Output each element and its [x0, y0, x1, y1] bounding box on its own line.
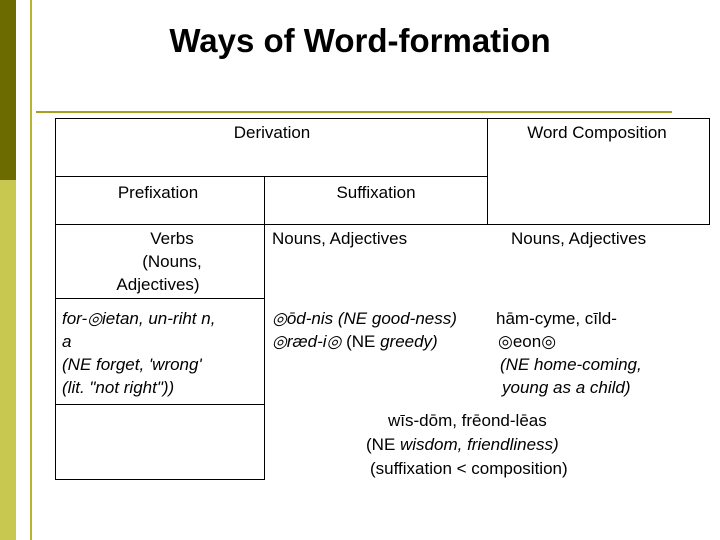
- header-divider: [55, 176, 487, 177]
- prefix-suffix-divider: [264, 176, 265, 480]
- prefix-example-line3: (NE forget, 'wrong': [62, 355, 202, 374]
- bottom-example-line2: [366, 434, 559, 456]
- prefix-example-line4: (lit. "not right")): [62, 378, 175, 397]
- bottom-example-line3: (suffixation < composition): [370, 459, 568, 478]
- page-title: Ways of Word-formation: [169, 22, 551, 59]
- sidebar-divider-line: [30, 0, 32, 540]
- examples-divider: [55, 404, 265, 405]
- pos-divider: [55, 298, 265, 299]
- prefix-example-line1: for-◎ietan, un-riht n,: [62, 309, 216, 328]
- prefix-example-line2: a: [62, 332, 72, 351]
- subheader-divider: [55, 224, 710, 225]
- sidebar-accent-light: [0, 180, 16, 540]
- suffix-example-word: ◎ræd-i◎: [272, 332, 342, 351]
- composition-example-line1: hām-cyme, cīld-: [496, 309, 617, 328]
- suffix-example-gloss: greedy): [380, 332, 438, 351]
- prefix-pos-line3: Adjectives): [116, 275, 200, 294]
- suffix-pos: Nouns, Adjectives: [272, 229, 408, 248]
- composition-example-line4: young as a child): [502, 378, 631, 397]
- derivation-composition-divider: [487, 118, 488, 224]
- title-underline: [36, 111, 672, 113]
- header-word-composition: Word Composition: [527, 123, 667, 142]
- subheader-prefixation: Prefixation: [117, 183, 199, 202]
- suffix-example-line1: ◎ōd-nis (NE good-ness): [272, 309, 457, 328]
- prefix-pos-line2: (Nouns,: [142, 252, 202, 271]
- bottom-example-gloss: wisdom, friendliness): [400, 435, 559, 454]
- table-border-bottom-left: [55, 479, 265, 480]
- subheader-suffixation: Suffixation: [336, 183, 416, 202]
- bottom-example-line1: wīs-dōm, frēond-lēas: [388, 411, 547, 430]
- table-border-top: [55, 118, 710, 119]
- header-derivation: Derivation: [233, 123, 311, 142]
- suffix-example-line2: [272, 331, 438, 353]
- prefix-pos-line1: Verbs: [150, 229, 194, 248]
- table-border-right: [709, 118, 710, 224]
- suffix-example-ne: (NE: [341, 332, 381, 351]
- table-border-left: [55, 118, 56, 480]
- composition-pos: Nouns, Adjectives: [511, 229, 647, 248]
- composition-example-line3: (NE home-coming,: [500, 355, 642, 374]
- bottom-example-ne: (NE: [366, 435, 400, 454]
- composition-example-line2: ◎eon◎: [498, 332, 557, 351]
